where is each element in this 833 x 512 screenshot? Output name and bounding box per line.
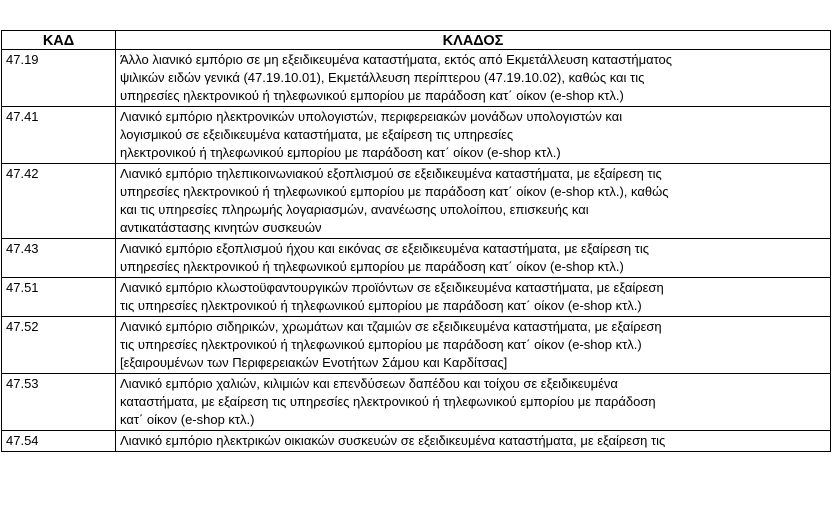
table-row xyxy=(2,431,831,452)
description-line: τις υπηρεσίες ηλεκτρονικού ή τηλεφωνικού εμπορίου με παράδοση κατ΄ οίκον (e-shop κτλ.) xyxy=(120,337,642,352)
table-header-row xyxy=(2,31,831,50)
description-line: Λιανικό εμπόριο κλωστοϋφαντουργικών προϊόντων σε εξειδικευμένα καταστήματα, με εξαίρεση xyxy=(120,280,664,295)
description-line: Λιανικό εμπόριο τηλεπικοινωνιακού εξοπλισμού σε εξειδικευμένα καταστήματα, με εξαίρεση τις xyxy=(120,166,662,181)
table-row xyxy=(2,164,831,239)
kad-code: 47.53 xyxy=(2,374,116,431)
kad-code: 47.42 xyxy=(2,164,116,239)
description-line: υπηρεσίες ηλεκτρονικού ή τηλεφωνικού εμπορίου με παράδοση κατ΄ οίκον (e-shop κτλ.), καθώς xyxy=(120,184,669,199)
description-line: [εξαιρουμένων των Περιφερειακών Ενοτήτων Σάμου και Καρδίτσας] xyxy=(120,355,508,370)
description-line: Λιανικό εμπόριο ηλεκτρικών οικιακών συσκευών σε εξειδικευμένα καταστήματα, με εξαίρεση τις xyxy=(120,433,666,448)
description-line: υπηρεσίες ηλεκτρονικού ή τηλεφωνικού εμπορίου με παράδοση κατ΄ οίκον (e-shop κτλ.) xyxy=(120,88,624,103)
description-line: υπηρεσίες ηλεκτρονικού ή τηλεφωνικού εμπορίου με παράδοση κατ΄ οίκον (e-shop κτλ.) xyxy=(120,259,624,274)
description-line: Λιανικό εμπόριο χαλιών, κιλιμιών και επενδύσεων δαπέδου και τοίχου σε εξειδικευμένα xyxy=(120,376,618,391)
header-sector: ΚΛΑΔΟΣ xyxy=(116,31,831,50)
sector-description xyxy=(116,278,831,317)
description-line: Λιανικό εμπόριο σιδηρικών, χρωμάτων και τζαμιών σε εξειδικευμένα καταστήματα, με εξαίρεση xyxy=(120,319,662,334)
sector-description xyxy=(116,50,831,107)
sector-description xyxy=(116,431,831,452)
sector-description xyxy=(116,317,831,374)
table-row xyxy=(2,50,831,107)
description-line: αντικατάστασης κινητών συσκευών xyxy=(120,220,322,235)
description-line: καταστήματα, με εξαίρεση τις υπηρεσίες ηλεκτρονικού ή τηλεφωνικού εμπορίου με παράδοση xyxy=(120,394,656,409)
description-line: λογισμικού σε εξειδικευμένα καταστήματα, με εξαίρεση τις υπηρεσίες xyxy=(120,127,514,142)
kad-code: 47.41 xyxy=(2,107,116,164)
table-row xyxy=(2,239,831,278)
sector-description xyxy=(116,239,831,278)
description-line: ηλεκτρονικού ή τηλεφωνικού εμπορίου με παράδοση κατ΄ οίκον (e-shop κτλ.) xyxy=(120,145,561,160)
kad-sector-table xyxy=(1,30,831,452)
kad-code: 47.19 xyxy=(2,50,116,107)
table-row xyxy=(2,317,831,374)
description-line: ψιλικών ειδών γενικά (47.19.10.01), Εκμετάλλευση περίπτερου (47.19.10.02), καθώς και τις xyxy=(120,70,645,85)
header-kad: ΚΑΔ xyxy=(2,31,116,50)
table-row xyxy=(2,278,831,317)
table-body xyxy=(2,50,831,452)
table-row xyxy=(2,374,831,431)
description-line: Άλλο λιανικό εμπόριο σε μη εξειδικευμένα καταστήματα, εκτός από Εκμετάλλευση καταστήματος xyxy=(120,52,673,67)
kad-code: 47.43 xyxy=(2,239,116,278)
kad-code: 47.52 xyxy=(2,317,116,374)
sector-description xyxy=(116,107,831,164)
table-row xyxy=(2,107,831,164)
description-line: και τις υπηρεσίες πληρωμής λογαριασμών, ανανέωσης υπολοίπου, επισκευής και xyxy=(120,202,589,217)
description-line: κατ΄ οίκον (e-shop κτλ.) xyxy=(120,412,255,427)
kad-code: 47.54 xyxy=(2,431,116,452)
sector-description xyxy=(116,164,831,239)
sector-description xyxy=(116,374,831,431)
description-line: τις υπηρεσίες ηλεκτρονικού ή τηλεφωνικού εμπορίου με παράδοση κατ΄ οίκον (e-shop κτλ.) xyxy=(120,298,642,313)
description-line: Λιανικό εμπόριο ηλεκτρονικών υπολογιστών, περιφερειακών μονάδων υπολογιστών και xyxy=(120,109,623,124)
description-line: Λιανικό εμπόριο εξοπλισμού ήχου και εικόνας σε εξειδικευμένα καταστήματα, με εξαίρεση τις xyxy=(120,241,650,256)
kad-code: 47.51 xyxy=(2,278,116,317)
